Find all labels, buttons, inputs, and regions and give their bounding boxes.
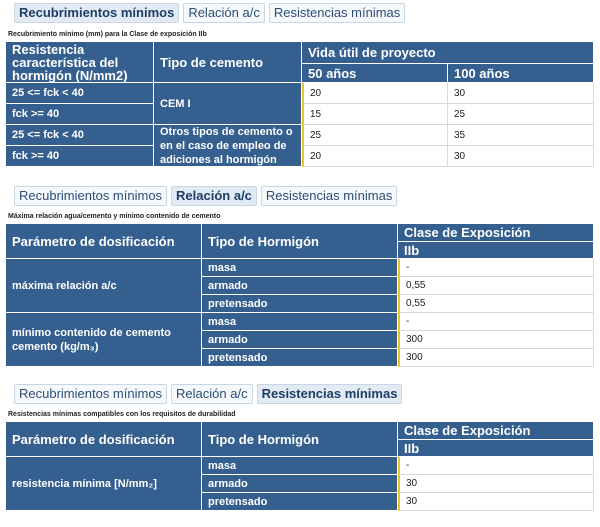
cell-50: 15	[302, 104, 448, 125]
header-iib: IIb	[398, 242, 594, 259]
tab-recubrimientos[interactable]: Recubrimientos mínimos	[14, 3, 179, 23]
header-parametro: Parámetro de dosificación	[6, 224, 202, 259]
row-fck-label: 25 <= fck < 40	[6, 83, 154, 104]
table3-caption: Resistencias mínimas compatibles con los requisitos de durabilidad	[8, 411, 236, 418]
cell-50: 20	[302, 83, 448, 104]
tab-recubrimientos[interactable]: Recubrimientos mínimos	[14, 384, 167, 404]
tabs-section-2	[14, 186, 397, 206]
header-clase-exposicion: Clase de Exposición	[398, 422, 594, 440]
cement-otros: Otros tipos de cemento o en el caso de empleo de adiciones al hormigón	[154, 125, 302, 167]
header-tipo-hormigon: Tipo de Hormigón	[202, 422, 398, 457]
tab-resistencias[interactable]: Resistencias mínimas	[257, 384, 403, 404]
cell-value: 30	[398, 475, 594, 493]
cell-100: 35	[448, 125, 594, 146]
row-fck-label: fck >= 40	[6, 146, 154, 167]
header-tipo-hormigon: Tipo de Hormigón	[202, 224, 398, 259]
tipo-label: pretensado	[202, 493, 398, 511]
cell-value: -	[398, 457, 594, 475]
group-resistencia-minima: resistencia mínima [N/mm₂]	[6, 457, 202, 511]
cell-value: 0,55	[398, 277, 594, 295]
tabs-section-1	[14, 3, 405, 23]
header-parametro: Parámetro de dosificación	[6, 422, 202, 457]
cell-value: 0,55	[398, 295, 594, 313]
tipo-label: armado	[202, 331, 398, 349]
tipo-label: masa	[202, 457, 398, 475]
header-100-anos: 100 años	[448, 64, 594, 83]
tab-resistencias[interactable]: Resistencias mínimas	[261, 186, 397, 206]
header-50-anos: 50 años	[302, 64, 448, 83]
table-recubrimientos	[6, 42, 594, 167]
cement-cem-i: CEM I	[154, 83, 302, 125]
group-min-contenido: mínimo contenido de cemento cemento (kg/m₃)	[6, 313, 202, 367]
header-clase-exposicion: Clase de Exposición	[398, 224, 594, 242]
cell-50: 20	[302, 146, 448, 167]
cell-value: -	[398, 259, 594, 277]
row-fck-label: 25 <= fck < 40	[6, 125, 154, 146]
table-resistencias	[6, 422, 594, 511]
tipo-label: armado	[202, 277, 398, 295]
header-tipo-cemento: Tipo de cemento	[154, 42, 302, 83]
tab-recubrimientos[interactable]: Recubrimientos mínimos	[14, 186, 167, 206]
tab-relacion-ac[interactable]: Relación a/c	[183, 3, 265, 23]
cell-50: 25	[302, 125, 448, 146]
table1-caption: Recubrimiento mínimo (mm) para la Clase de exposición IIb	[8, 31, 207, 38]
tab-relacion-ac[interactable]: Relación a/c	[171, 384, 253, 404]
cell-100: 30	[448, 146, 594, 167]
group-max-relacion: máxima relación a/c	[6, 259, 202, 313]
cell-value: 30	[398, 493, 594, 511]
tipo-label: masa	[202, 259, 398, 277]
header-iib: IIb	[398, 440, 594, 457]
cell-value: 300	[398, 349, 594, 367]
table2-caption: Máxima relación agua/cemento y mínimo contenido de cemento	[8, 213, 221, 220]
tabs-section-3	[14, 384, 402, 404]
row-fck-label: fck >= 40	[6, 104, 154, 125]
cell-value: 300	[398, 331, 594, 349]
table-relacion-ac	[6, 224, 594, 367]
tipo-label: armado	[202, 475, 398, 493]
header-resistencia: Resistencia característica del hormigón (N/mm2)	[6, 42, 154, 83]
cell-100: 25	[448, 104, 594, 125]
cell-value: -	[398, 313, 594, 331]
tipo-label: pretensado	[202, 349, 398, 367]
cell-100: 30	[448, 83, 594, 104]
tab-resistencias[interactable]: Resistencias mínimas	[269, 3, 405, 23]
tipo-label: pretensado	[202, 295, 398, 313]
tipo-label: masa	[202, 313, 398, 331]
tab-relacion-ac[interactable]: Relación a/c	[171, 186, 257, 206]
header-vida-util: Vida útil de proyecto	[302, 42, 594, 64]
